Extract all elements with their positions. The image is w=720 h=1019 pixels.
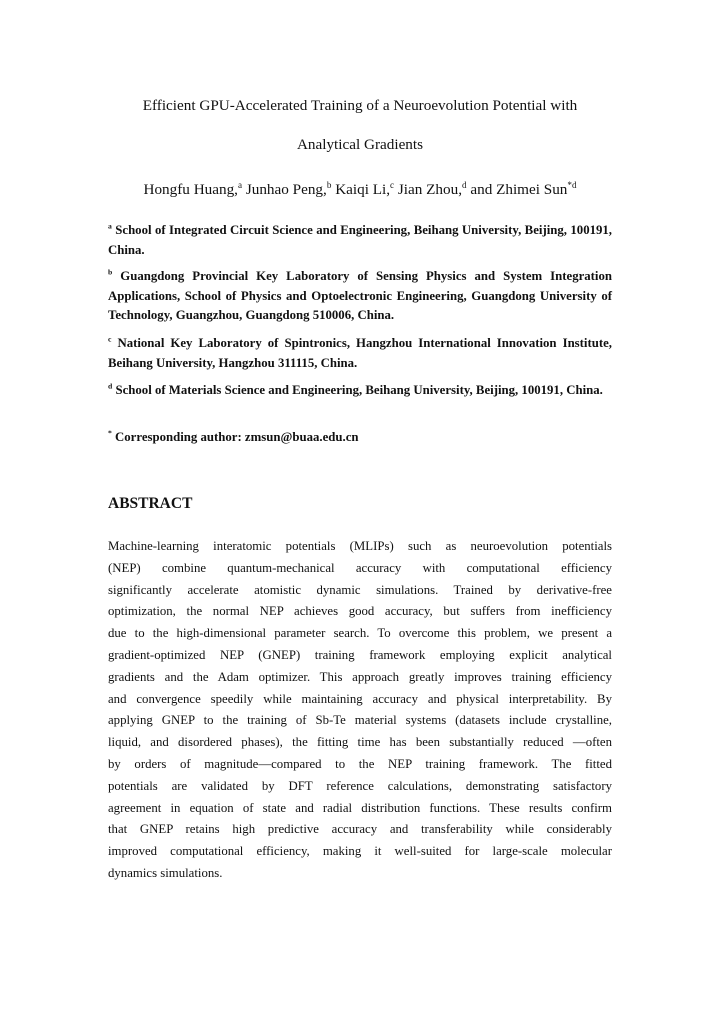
abstract-line: liquid, and disordered phases), the fitting time has been substantially reduced —often <box>108 735 612 750</box>
abstract-line: Machine-learning interatomic potentials (MLIPs) such as neuroevolution potentials <box>108 539 612 553</box>
paper-title-line-1: Efficient GPU-Accelerated Training of a Neuroevolution Potential with <box>142 97 578 114</box>
abstract-line: due to the high-dimensional parameter search. To overcome this problem, we present a <box>108 626 612 641</box>
author-affiliation-mark: *d <box>567 179 577 190</box>
affiliation-text: School of Integrated Circuit Science and Engineering, Beihang University, Beijing, 100191, China. <box>108 223 612 257</box>
affiliation-mark: d <box>108 381 113 391</box>
affiliation-mark: a <box>108 221 112 231</box>
affiliation-text: National Key Laboratory of Spintronics, Hangzhou International Innovation Institute, Beihang University, Hangzhou 311115, China. <box>108 336 612 370</box>
author-name: Hongfu Huang, <box>143 181 238 198</box>
affiliation-mark: c <box>108 334 112 344</box>
abstract-line: dynamics simulations. <box>108 865 223 880</box>
affiliation-text: Guangdong Provincial Key Laboratory of Sensing Physics and System Integration Applications, School of Physics and Optoelectronic Engineering, Guangdong University of Technology, Guangzhou, Guangdong 510006, China. <box>108 269 613 322</box>
author-name: Junhao Peng, <box>242 181 327 198</box>
author-affiliation-mark: c <box>390 179 395 190</box>
abstract-line: gradient-optimized NEP (GNEP) training framework employing explicit analytical <box>108 647 612 662</box>
affiliation-a <box>108 221 612 260</box>
author-affiliation-mark: a <box>237 179 243 190</box>
abstract-line: by orders of magnitude—compared to the NEP training framework. The fitted <box>108 756 612 771</box>
abstract-line: and convergence speedily while maintaining accuracy and physical interpretability. By <box>108 691 612 706</box>
author-affiliation-mark: b <box>326 179 332 190</box>
abstract-line: potentials are validated by DFT reference calculations, demonstrating satisfactory <box>108 778 612 793</box>
abstract-body <box>108 536 612 885</box>
affiliation-mark: * <box>108 428 112 438</box>
author-name: Jian Zhou, <box>394 181 462 198</box>
paper-title-line-2: Analytical Gradients <box>296 136 424 153</box>
author-list <box>108 180 612 200</box>
corresponding-author <box>108 428 612 448</box>
abstract-line: that GNEP retains high predictive accuracy and transferability while considerably <box>108 822 612 837</box>
abstract-line: improved computational efficiency, making it well-suited for large-scale molecular <box>108 844 612 859</box>
abstract-line: gradients and the Adam optimizer. This approach greatly improves training efficiency <box>108 669 612 684</box>
affiliation-c <box>108 334 612 373</box>
corresponding-author-text: Corresponding author: zmsun@buaa.edu.cn <box>115 430 359 444</box>
author-name: Kaiqi Li, <box>331 181 391 198</box>
abstract-line: agreement in equation of state and radial distribution functions. These results confirm <box>108 800 612 815</box>
abstract-heading: ABSTRACT <box>108 495 193 512</box>
affiliation-b <box>108 267 612 326</box>
abstract-line: significantly accelerate atomistic dynamic simulations. Trained by derivative-free <box>108 582 612 597</box>
affiliation-mark: b <box>108 267 113 277</box>
affiliation-text: School of Materials Science and Engineering, Beihang University, Beijing, 100191, China. <box>115 383 603 397</box>
author-affiliation-mark: d <box>462 179 467 190</box>
abstract-line: (NEP) combine quantum-mechanical accuracy with computational efficiency <box>108 560 612 575</box>
affiliation-d <box>108 381 612 401</box>
abstract-line: optimization, the normal NEP achieves good accuracy, but suffers from inefficiency <box>108 604 612 619</box>
author-name: and Zhimei Sun <box>466 181 568 198</box>
abstract-line: applying GNEP to the training of Sb-Te material systems (datasets include crystalline, <box>108 713 612 728</box>
